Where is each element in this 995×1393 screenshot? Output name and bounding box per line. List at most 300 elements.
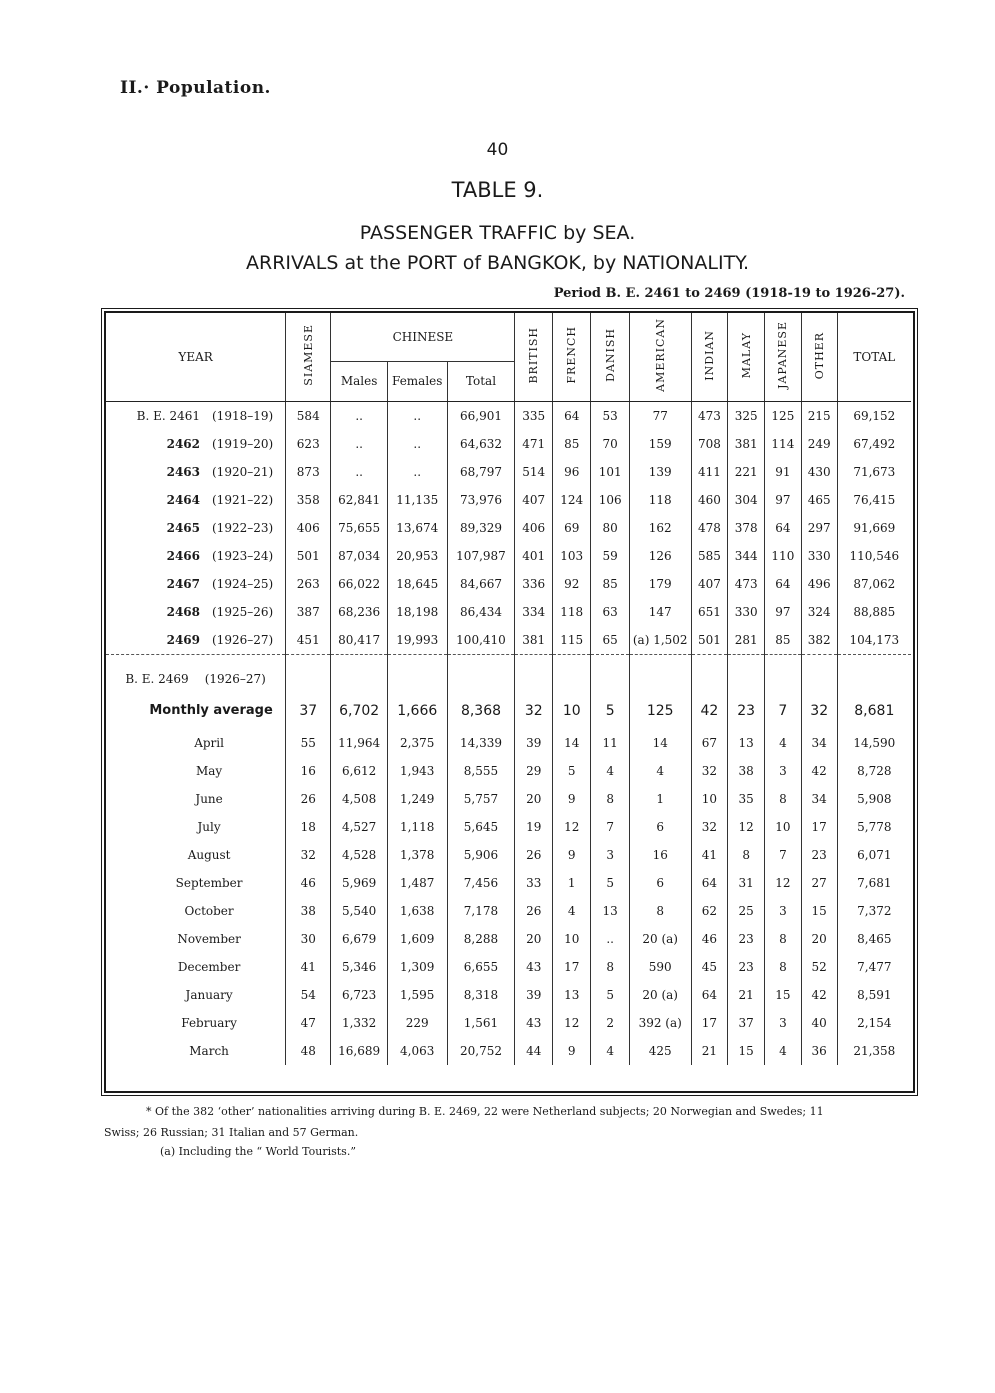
- year-block-ad: (1926–27): [204, 671, 266, 686]
- cell-males: 5,969: [331, 869, 388, 897]
- avg-total_cn: 8,368: [447, 693, 515, 729]
- cell-french: 4: [553, 897, 591, 925]
- year-label: [106, 626, 286, 655]
- cell-total_cn: 5,906: [447, 841, 515, 869]
- cell-total: 88,885: [853, 604, 896, 619]
- cell-french: 64: [553, 401, 591, 430]
- cell-other: 465: [801, 486, 837, 514]
- cell-malay: 381: [728, 430, 765, 458]
- year-label: [106, 598, 286, 626]
- year-ad: (1924–25): [212, 576, 274, 591]
- cell-total: 87,062: [853, 576, 896, 591]
- month-name: November: [106, 925, 286, 953]
- cell-french: 96: [553, 458, 591, 486]
- cell-indian: 501: [691, 626, 728, 655]
- cell-siamese: 55: [286, 729, 331, 757]
- page-number: 40: [486, 140, 509, 160]
- cell-malay: 23: [728, 953, 765, 981]
- table-row: [106, 785, 911, 813]
- cell-american: 4: [629, 757, 691, 785]
- header-females: Females: [387, 361, 447, 401]
- cell-other: 42: [801, 981, 837, 1009]
- cell-siamese: 26: [286, 785, 331, 813]
- table-row: [106, 869, 911, 897]
- cell-males: 80,417: [331, 626, 388, 655]
- cell-danish: 3: [591, 841, 629, 869]
- table-row: [106, 430, 911, 458]
- cell-other: 40: [801, 1009, 837, 1037]
- cell-total_cn: 8,318: [447, 981, 515, 1009]
- cell-total_cn: 8,288: [447, 925, 515, 953]
- year-ad: (1920–21): [212, 464, 274, 479]
- year-ad: (1925–26): [212, 604, 274, 619]
- cell-indian: 64: [691, 869, 728, 897]
- footnote-world-tourists: (a) Including the “ World Tourists.”: [160, 1145, 356, 1158]
- cell-british: 43: [515, 953, 553, 981]
- cell-british: 406: [515, 514, 553, 542]
- avg-other: 32: [801, 693, 837, 729]
- cell-british: 381: [515, 626, 553, 655]
- cell-danish: 53: [591, 401, 629, 430]
- cell-total: 76,415: [853, 492, 896, 507]
- cell-british: 20: [515, 785, 553, 813]
- empty-cell: [286, 654, 331, 693]
- cell-malay: 325: [728, 401, 765, 430]
- cell-total_cn: 107,987: [447, 542, 515, 570]
- cell-other: 249: [801, 430, 837, 458]
- cell-danish: 13: [591, 897, 629, 925]
- cell-siamese: 18: [286, 813, 331, 841]
- cell-siamese: 451: [286, 626, 331, 655]
- cell-total_cn: 66,901: [447, 401, 515, 430]
- year-be: 2465: [166, 520, 200, 535]
- month-name: February: [106, 1009, 286, 1037]
- cell-french: 10: [553, 925, 591, 953]
- cell-danish: 101: [591, 458, 629, 486]
- year-label: [106, 430, 286, 458]
- cell-other: 330: [801, 542, 837, 570]
- table-row: [106, 598, 911, 626]
- cell-males: 66,022: [331, 570, 388, 598]
- cell-total_cn: 5,645: [447, 813, 515, 841]
- cell-other: 215: [801, 401, 837, 430]
- cell-french: 92: [553, 570, 591, 598]
- table-row: [106, 570, 911, 598]
- cell-siamese: 623: [286, 430, 331, 458]
- cell-french: 9: [553, 1037, 591, 1065]
- cell-total: 14,590: [853, 735, 896, 750]
- cell-malay: 25: [728, 897, 765, 925]
- empty-cell: [331, 654, 388, 693]
- table-row: [106, 486, 911, 514]
- cell-siamese: 358: [286, 486, 331, 514]
- cell-british: 43: [515, 1009, 553, 1037]
- cell-danish: 8: [591, 953, 629, 981]
- cell-total: 91,669: [853, 520, 896, 535]
- header-malay: MALAY: [728, 313, 765, 401]
- cell-total_cn: 68,797: [447, 458, 515, 486]
- cell-malay: 330: [728, 598, 765, 626]
- cell-british: 334: [515, 598, 553, 626]
- footnote-other-nationalities: * Of the 382 ‘other’ nationalities arriving during B. E. 2469, 22 were Netherland subjects; 20 Norwegian and Swedes; 11: [146, 1105, 824, 1118]
- cell-danish: 106: [591, 486, 629, 514]
- cell-indian: 62: [691, 897, 728, 925]
- cell-danish: 80: [591, 514, 629, 542]
- cell-other: 27: [801, 869, 837, 897]
- month-name: October: [106, 897, 286, 925]
- cell-french: 17: [553, 953, 591, 981]
- header-japanese: JAPANESE: [765, 313, 802, 401]
- cell-siamese: 41: [286, 953, 331, 981]
- table-title-line1: PASSENGER TRAFFIC by SEA.: [359, 222, 636, 244]
- year-ad: (1921–22): [212, 492, 274, 507]
- header-other: OTHER: [801, 313, 837, 401]
- header-year: YEAR: [106, 313, 286, 401]
- cell-females: 1,487: [387, 869, 447, 897]
- cell-american: 118: [629, 486, 691, 514]
- footnote-other-nationalities-cont: Swiss; 26 Russian; 31 Italian and 57 German.: [104, 1126, 359, 1139]
- header-chinese-total: Total: [447, 361, 515, 401]
- empty-cell: [691, 654, 728, 693]
- cell-females: ..: [387, 401, 447, 430]
- month-name: April: [106, 729, 286, 757]
- table-title-line2: ARRIVALS at the PORT of BANGKOK, by NATIONALITY.: [246, 252, 749, 274]
- month-name: September: [106, 869, 286, 897]
- cell-males: 6,679: [331, 925, 388, 953]
- cell-indian: 407: [691, 570, 728, 598]
- cell-total_cn: 84,667: [447, 570, 515, 598]
- cell-malay: 35: [728, 785, 765, 813]
- cell-danish: 11: [591, 729, 629, 757]
- cell-total: 104,173: [849, 632, 900, 647]
- cell-french: 13: [553, 981, 591, 1009]
- cell-siamese: 47: [286, 1009, 331, 1037]
- cell-american: 16: [629, 841, 691, 869]
- cell-indian: 460: [691, 486, 728, 514]
- cell-american: 1: [629, 785, 691, 813]
- cell-other: 430: [801, 458, 837, 486]
- cell-malay: 12: [728, 813, 765, 841]
- cell-siamese: 406: [286, 514, 331, 542]
- cell-malay: 15: [728, 1037, 765, 1065]
- cell-french: 103: [553, 542, 591, 570]
- avg-males: 6,702: [331, 693, 388, 729]
- cell-british: 401: [515, 542, 553, 570]
- cell-british: 19: [515, 813, 553, 841]
- annual-rows: [106, 401, 911, 654]
- empty-cell: [591, 654, 629, 693]
- cell-other: 42: [801, 757, 837, 785]
- cell-american: 162: [629, 514, 691, 542]
- table-row: [106, 458, 911, 486]
- cell-french: 12: [553, 1009, 591, 1037]
- cell-american: (a) 1,502: [629, 626, 691, 655]
- cell-american: 147: [629, 598, 691, 626]
- cell-total: 2,154: [857, 1015, 892, 1030]
- cell-french: 115: [553, 626, 591, 655]
- cell-indian: 32: [691, 813, 728, 841]
- cell-danish: 70: [591, 430, 629, 458]
- cell-total_cn: 8,555: [447, 757, 515, 785]
- cell-males: ..: [331, 430, 388, 458]
- cell-indian: 45: [691, 953, 728, 981]
- cell-males: 87,034: [331, 542, 388, 570]
- header-american: AMERICAN: [629, 313, 691, 401]
- table-row: [106, 953, 911, 981]
- cell-females: 20,953: [387, 542, 447, 570]
- cell-american: 6: [629, 813, 691, 841]
- cell-american: 20 (a): [629, 981, 691, 1009]
- cell-british: 20: [515, 925, 553, 953]
- cell-malay: 13: [728, 729, 765, 757]
- cell-indian: 411: [691, 458, 728, 486]
- month-name: July: [106, 813, 286, 841]
- cell-other: 382: [801, 626, 837, 655]
- cell-females: 2,375: [387, 729, 447, 757]
- cell-males: 62,841: [331, 486, 388, 514]
- cell-american: 77: [629, 401, 691, 430]
- cell-males: 5,346: [331, 953, 388, 981]
- cell-french: 5: [553, 757, 591, 785]
- cell-males: 6,723: [331, 981, 388, 1009]
- avg-french: 10: [553, 693, 591, 729]
- cell-british: 44: [515, 1037, 553, 1065]
- cell-total_cn: 7,178: [447, 897, 515, 925]
- year-ad: (1923–24): [212, 548, 274, 563]
- cell-indian: 64: [691, 981, 728, 1009]
- cell-japanese: 8: [765, 925, 802, 953]
- cell-siamese: 48: [286, 1037, 331, 1065]
- cell-total_cn: 5,757: [447, 785, 515, 813]
- cell-american: 392 (a): [629, 1009, 691, 1037]
- cell-malay: 38: [728, 757, 765, 785]
- cell-siamese: 584: [286, 401, 331, 430]
- table-row: [106, 542, 911, 570]
- section-heading: II.· Population.: [120, 78, 271, 98]
- monthly-average-label: Monthly average: [106, 693, 286, 729]
- cell-british: 335: [515, 401, 553, 430]
- year-be: 2464: [166, 492, 200, 507]
- table-row: [106, 897, 911, 925]
- year-label: [106, 542, 286, 570]
- cell-other: 324: [801, 598, 837, 626]
- cell-american: 14: [629, 729, 691, 757]
- cell-indian: 67: [691, 729, 728, 757]
- cell-males: ..: [331, 458, 388, 486]
- cell-females: 1,595: [387, 981, 447, 1009]
- cell-japanese: 97: [765, 598, 802, 626]
- cell-american: 590: [629, 953, 691, 981]
- year-ad: (1918–19): [212, 408, 274, 423]
- cell-other: 52: [801, 953, 837, 981]
- cell-total_cn: 7,456: [447, 869, 515, 897]
- cell-indian: 585: [691, 542, 728, 570]
- cell-females: 11,135: [387, 486, 447, 514]
- cell-males: 1,332: [331, 1009, 388, 1037]
- cell-males: 4,508: [331, 785, 388, 813]
- cell-japanese: 97: [765, 486, 802, 514]
- year-ad: (1926–27): [212, 632, 274, 647]
- year-block-be: B. E. 2469: [125, 671, 189, 686]
- cell-other: 36: [801, 1037, 837, 1065]
- cell-total: 8,591: [857, 987, 892, 1002]
- cell-british: 471: [515, 430, 553, 458]
- cell-japanese: 15: [765, 981, 802, 1009]
- empty-cell: [447, 654, 515, 693]
- cell-total_cn: 1,561: [447, 1009, 515, 1037]
- table-row: [106, 841, 911, 869]
- cell-females: 1,118: [387, 813, 447, 841]
- cell-british: 39: [515, 981, 553, 1009]
- cell-danish: ..: [591, 925, 629, 953]
- empty-cell: [801, 654, 837, 693]
- cell-total: 7,477: [857, 959, 892, 974]
- cell-females: 18,645: [387, 570, 447, 598]
- cell-females: 18,198: [387, 598, 447, 626]
- cell-japanese: 114: [765, 430, 802, 458]
- cell-malay: 23: [728, 925, 765, 953]
- cell-malay: 21: [728, 981, 765, 1009]
- header-british: BRITISH: [515, 313, 553, 401]
- cell-other: 34: [801, 785, 837, 813]
- cell-females: 1,638: [387, 897, 447, 925]
- cell-japanese: 8: [765, 785, 802, 813]
- avg-indian: 42: [691, 693, 728, 729]
- cell-american: 159: [629, 430, 691, 458]
- cell-american: 6: [629, 869, 691, 897]
- cell-total_cn: 100,410: [447, 626, 515, 655]
- table-row: [106, 1037, 911, 1065]
- table-label: TABLE 9.: [451, 178, 544, 202]
- cell-total: 21,358: [853, 1043, 896, 1058]
- cell-females: 229: [387, 1009, 447, 1037]
- cell-british: 39: [515, 729, 553, 757]
- empty-cell: [837, 654, 911, 693]
- cell-japanese: 10: [765, 813, 802, 841]
- cell-indian: 32: [691, 757, 728, 785]
- header-males: Males: [331, 361, 388, 401]
- cell-total_cn: 86,434: [447, 598, 515, 626]
- cell-french: 118: [553, 598, 591, 626]
- cell-females: 1,943: [387, 757, 447, 785]
- cell-malay: 378: [728, 514, 765, 542]
- cell-males: 4,528: [331, 841, 388, 869]
- cell-other: 17: [801, 813, 837, 841]
- cell-siamese: 32: [286, 841, 331, 869]
- year-be: B. E. 2461: [136, 408, 200, 423]
- cell-total_cn: 6,655: [447, 953, 515, 981]
- table-row: [106, 925, 911, 953]
- cell-danish: 2: [591, 1009, 629, 1037]
- cell-females: 1,378: [387, 841, 447, 869]
- cell-females: 1,609: [387, 925, 447, 953]
- cell-total: 7,372: [857, 903, 892, 918]
- year-block-row: [106, 654, 911, 693]
- cell-british: 29: [515, 757, 553, 785]
- cell-indian: 46: [691, 925, 728, 953]
- cell-british: 514: [515, 458, 553, 486]
- month-name: March: [106, 1037, 286, 1065]
- header-total: TOTAL: [837, 313, 911, 401]
- cell-japanese: 4: [765, 1037, 802, 1065]
- cell-american: 179: [629, 570, 691, 598]
- cell-other: 23: [801, 841, 837, 869]
- cell-other: 297: [801, 514, 837, 542]
- year-block-label: [106, 654, 286, 693]
- cell-total_cn: 89,329: [447, 514, 515, 542]
- cell-total: 5,908: [857, 791, 892, 806]
- cell-french: 69: [553, 514, 591, 542]
- avg-american: 125: [629, 693, 691, 729]
- cell-other: 34: [801, 729, 837, 757]
- cell-malay: 221: [728, 458, 765, 486]
- year-label: [106, 401, 286, 430]
- cell-malay: 31: [728, 869, 765, 897]
- month-name: January: [106, 981, 286, 1009]
- cell-females: ..: [387, 458, 447, 486]
- cell-danish: 5: [591, 981, 629, 1009]
- cell-american: 20 (a): [629, 925, 691, 953]
- cell-japanese: 85: [765, 626, 802, 655]
- cell-japanese: 3: [765, 897, 802, 925]
- year-be: 2468: [166, 604, 200, 619]
- avg-japanese: 7: [765, 693, 802, 729]
- avg-malay: 23: [728, 693, 765, 729]
- table-header: [106, 313, 911, 401]
- cell-danish: 65: [591, 626, 629, 655]
- cell-total: 8,728: [857, 763, 892, 778]
- period-caption: Period B. E. 2461 to 2469 (1918-19 to 1926-27).: [553, 286, 905, 301]
- cell-malay: 473: [728, 570, 765, 598]
- cell-malay: 8: [728, 841, 765, 869]
- cell-french: 124: [553, 486, 591, 514]
- cell-total: 5,778: [857, 819, 892, 834]
- cell-siamese: 54: [286, 981, 331, 1009]
- header-danish: DANISH: [591, 313, 629, 401]
- cell-total: 110,546: [849, 548, 900, 563]
- cell-siamese: 387: [286, 598, 331, 626]
- avg-females: 1,666: [387, 693, 447, 729]
- cell-danish: 59: [591, 542, 629, 570]
- cell-danish: 4: [591, 757, 629, 785]
- header-chinese: CHINESE: [331, 313, 515, 361]
- cell-american: 139: [629, 458, 691, 486]
- empty-cell: [728, 654, 765, 693]
- cell-french: 14: [553, 729, 591, 757]
- cell-french: 12: [553, 813, 591, 841]
- cell-british: 26: [515, 897, 553, 925]
- cell-malay: 344: [728, 542, 765, 570]
- cell-males: 5,540: [331, 897, 388, 925]
- cell-indian: 17: [691, 1009, 728, 1037]
- cell-males: 11,964: [331, 729, 388, 757]
- cell-french: 9: [553, 785, 591, 813]
- passenger-traffic-table: [106, 313, 911, 1065]
- cell-british: 407: [515, 486, 553, 514]
- year-label: [106, 458, 286, 486]
- avg-total: 8,681: [854, 702, 895, 719]
- table-row: [106, 514, 911, 542]
- cell-total_cn: 73,976: [447, 486, 515, 514]
- empty-cell: [387, 654, 447, 693]
- cell-american: 8: [629, 897, 691, 925]
- cell-total: 6,071: [857, 847, 892, 862]
- cell-indian: 473: [691, 401, 728, 430]
- cell-total: 7,681: [857, 875, 892, 890]
- cell-females: 19,993: [387, 626, 447, 655]
- year-be: 2462: [166, 436, 200, 451]
- cell-females: ..: [387, 430, 447, 458]
